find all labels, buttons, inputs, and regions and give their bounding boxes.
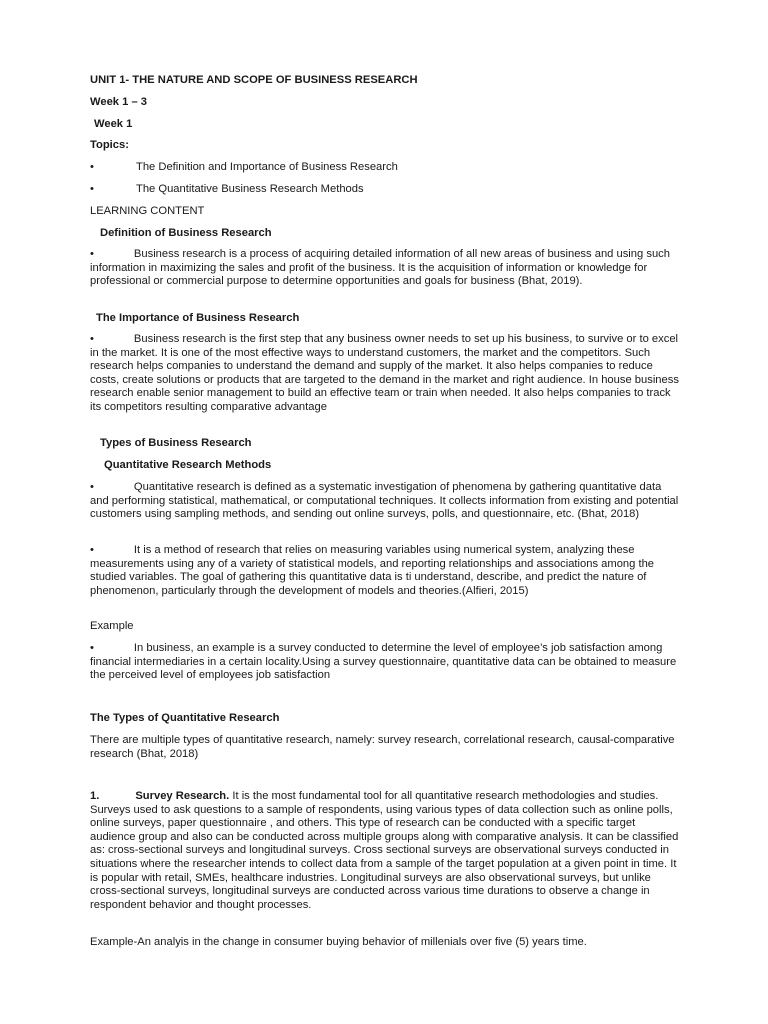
survey-paragraph bbox=[90, 790, 680, 912]
bullet: • bbox=[90, 333, 94, 345]
types-quant-heading: The Types of Quantitative Research bbox=[90, 712, 280, 724]
survey-number: 1. bbox=[90, 790, 100, 802]
topic-item: The Quantitative Business Research Methods bbox=[136, 183, 364, 195]
example-label: Example bbox=[90, 620, 134, 632]
weeks-range: Week 1 – 3 bbox=[90, 96, 148, 108]
topics-label: Topics: bbox=[90, 139, 129, 151]
learning-content-label: LEARNING CONTENT bbox=[90, 205, 205, 217]
quant-text-2: It is a method of research that relies on measuring variables using numerical system, analyzing these measurements using any of a variety of statistical models, and reporting relationships and associations among the studied variables. The goal of gathering this quantitative data is ti understand, describe, and predict the nature of phenomenon, particularly through the development of models and theories.(Alfieri, 2015) bbox=[90, 544, 655, 597]
example-text: In business, an example is a survey conducted to determine the level of employee’s job satisfaction among financial intermediaries in a certain locality.Using a survey questionnaire, quantitative data can be obtained to measure the perceived level of employees job satisfaction bbox=[90, 642, 677, 682]
bullet: • bbox=[90, 544, 94, 556]
week-label: Week 1 bbox=[94, 118, 133, 130]
example-paragraph bbox=[90, 642, 680, 683]
quant-paragraph-2 bbox=[90, 544, 680, 598]
types-heading: Types of Business Research bbox=[100, 437, 252, 449]
topic-item: The Definition and Importance of Business Research bbox=[136, 161, 398, 173]
survey-text: It is the most fundamental tool for all quantitative research methodologies and studies. Surveys used to ask questions to a sample of respondents, using various types of data collection such as online polls, online surveys, paper questionnaire , and others. This type of research can be conducted with a specific target audience group and also can be conducted across multiple groups along with comparative analysis. It can be classified as: cross-sectional surveys and longitudinal surveys. Cross sectional surveys are observational surveys conducted in situations where the researcher intends to collect data from a sample of the target population at a given point in time. It is popular with retail, SMEs, healthcare industries. Longitudinal surveys are also observational surveys, but unlike cross-sectional surveys, longitudinal surveys are conducted across various time durations to observe a change in respondent behavior and thought processes. bbox=[90, 790, 679, 911]
bullet: • bbox=[90, 642, 94, 654]
bullet: • bbox=[90, 183, 94, 195]
bullet: • bbox=[90, 481, 94, 493]
bullet: • bbox=[90, 248, 94, 260]
quant-methods-heading: Quantitative Research Methods bbox=[104, 459, 272, 471]
survey-title: Survey Research. bbox=[135, 790, 230, 802]
quant-text-1: Quantitative research is defined as a systematic investigation of phenomena by gathering quantitative data and performing statistical, mathematical, or computational techniques. It collects information from existing and potential customers using sampling methods, and sending out online surveys, polls, and questionnaire, etc. (Bhat, 2018) bbox=[90, 481, 679, 521]
survey-example: Example-An analyis in the change in consumer buying behavior of millenials over five (5) years time. bbox=[90, 936, 587, 948]
bullet: • bbox=[90, 161, 94, 173]
quant-paragraph-1 bbox=[90, 481, 680, 522]
types-quant-paragraph: There are multiple types of quantitative research, namely: survey research, correlational research, causal-comparative research (Bhat, 2018) bbox=[90, 734, 675, 760]
importance-text: Business research is the first step that any business owner needs to set up his business, to survive or to excel in the market. It is one of the most effective ways to understand customers, the market and the competitors. Such research helps companies to understand the demand and supply of the market. It also helps companies to reduce costs, create solutions or products that are targeted to the demand in the market and right audience. In house business research enable senior management to build an effective team or train when needed. It also helps companies to track its competitors resulting comparative advantage bbox=[90, 333, 679, 413]
definition-text: Business research is a process of acquiring detailed information of all new areas of business and using such information in maximizing the sales and profit of the business. It is the acquisition of information or knowledge for professional or commercial purpose to determine opportunities and goals for business (Bhat, 2019). bbox=[90, 248, 670, 288]
importance-paragraph bbox=[90, 333, 680, 415]
definition-heading: Definition of Business Research bbox=[100, 227, 272, 239]
unit-title: UNIT 1- THE NATURE AND SCOPE OF BUSINESS RESEARCH bbox=[90, 74, 418, 86]
definition-paragraph bbox=[90, 248, 680, 289]
importance-heading: The Importance of Business Research bbox=[96, 312, 300, 324]
